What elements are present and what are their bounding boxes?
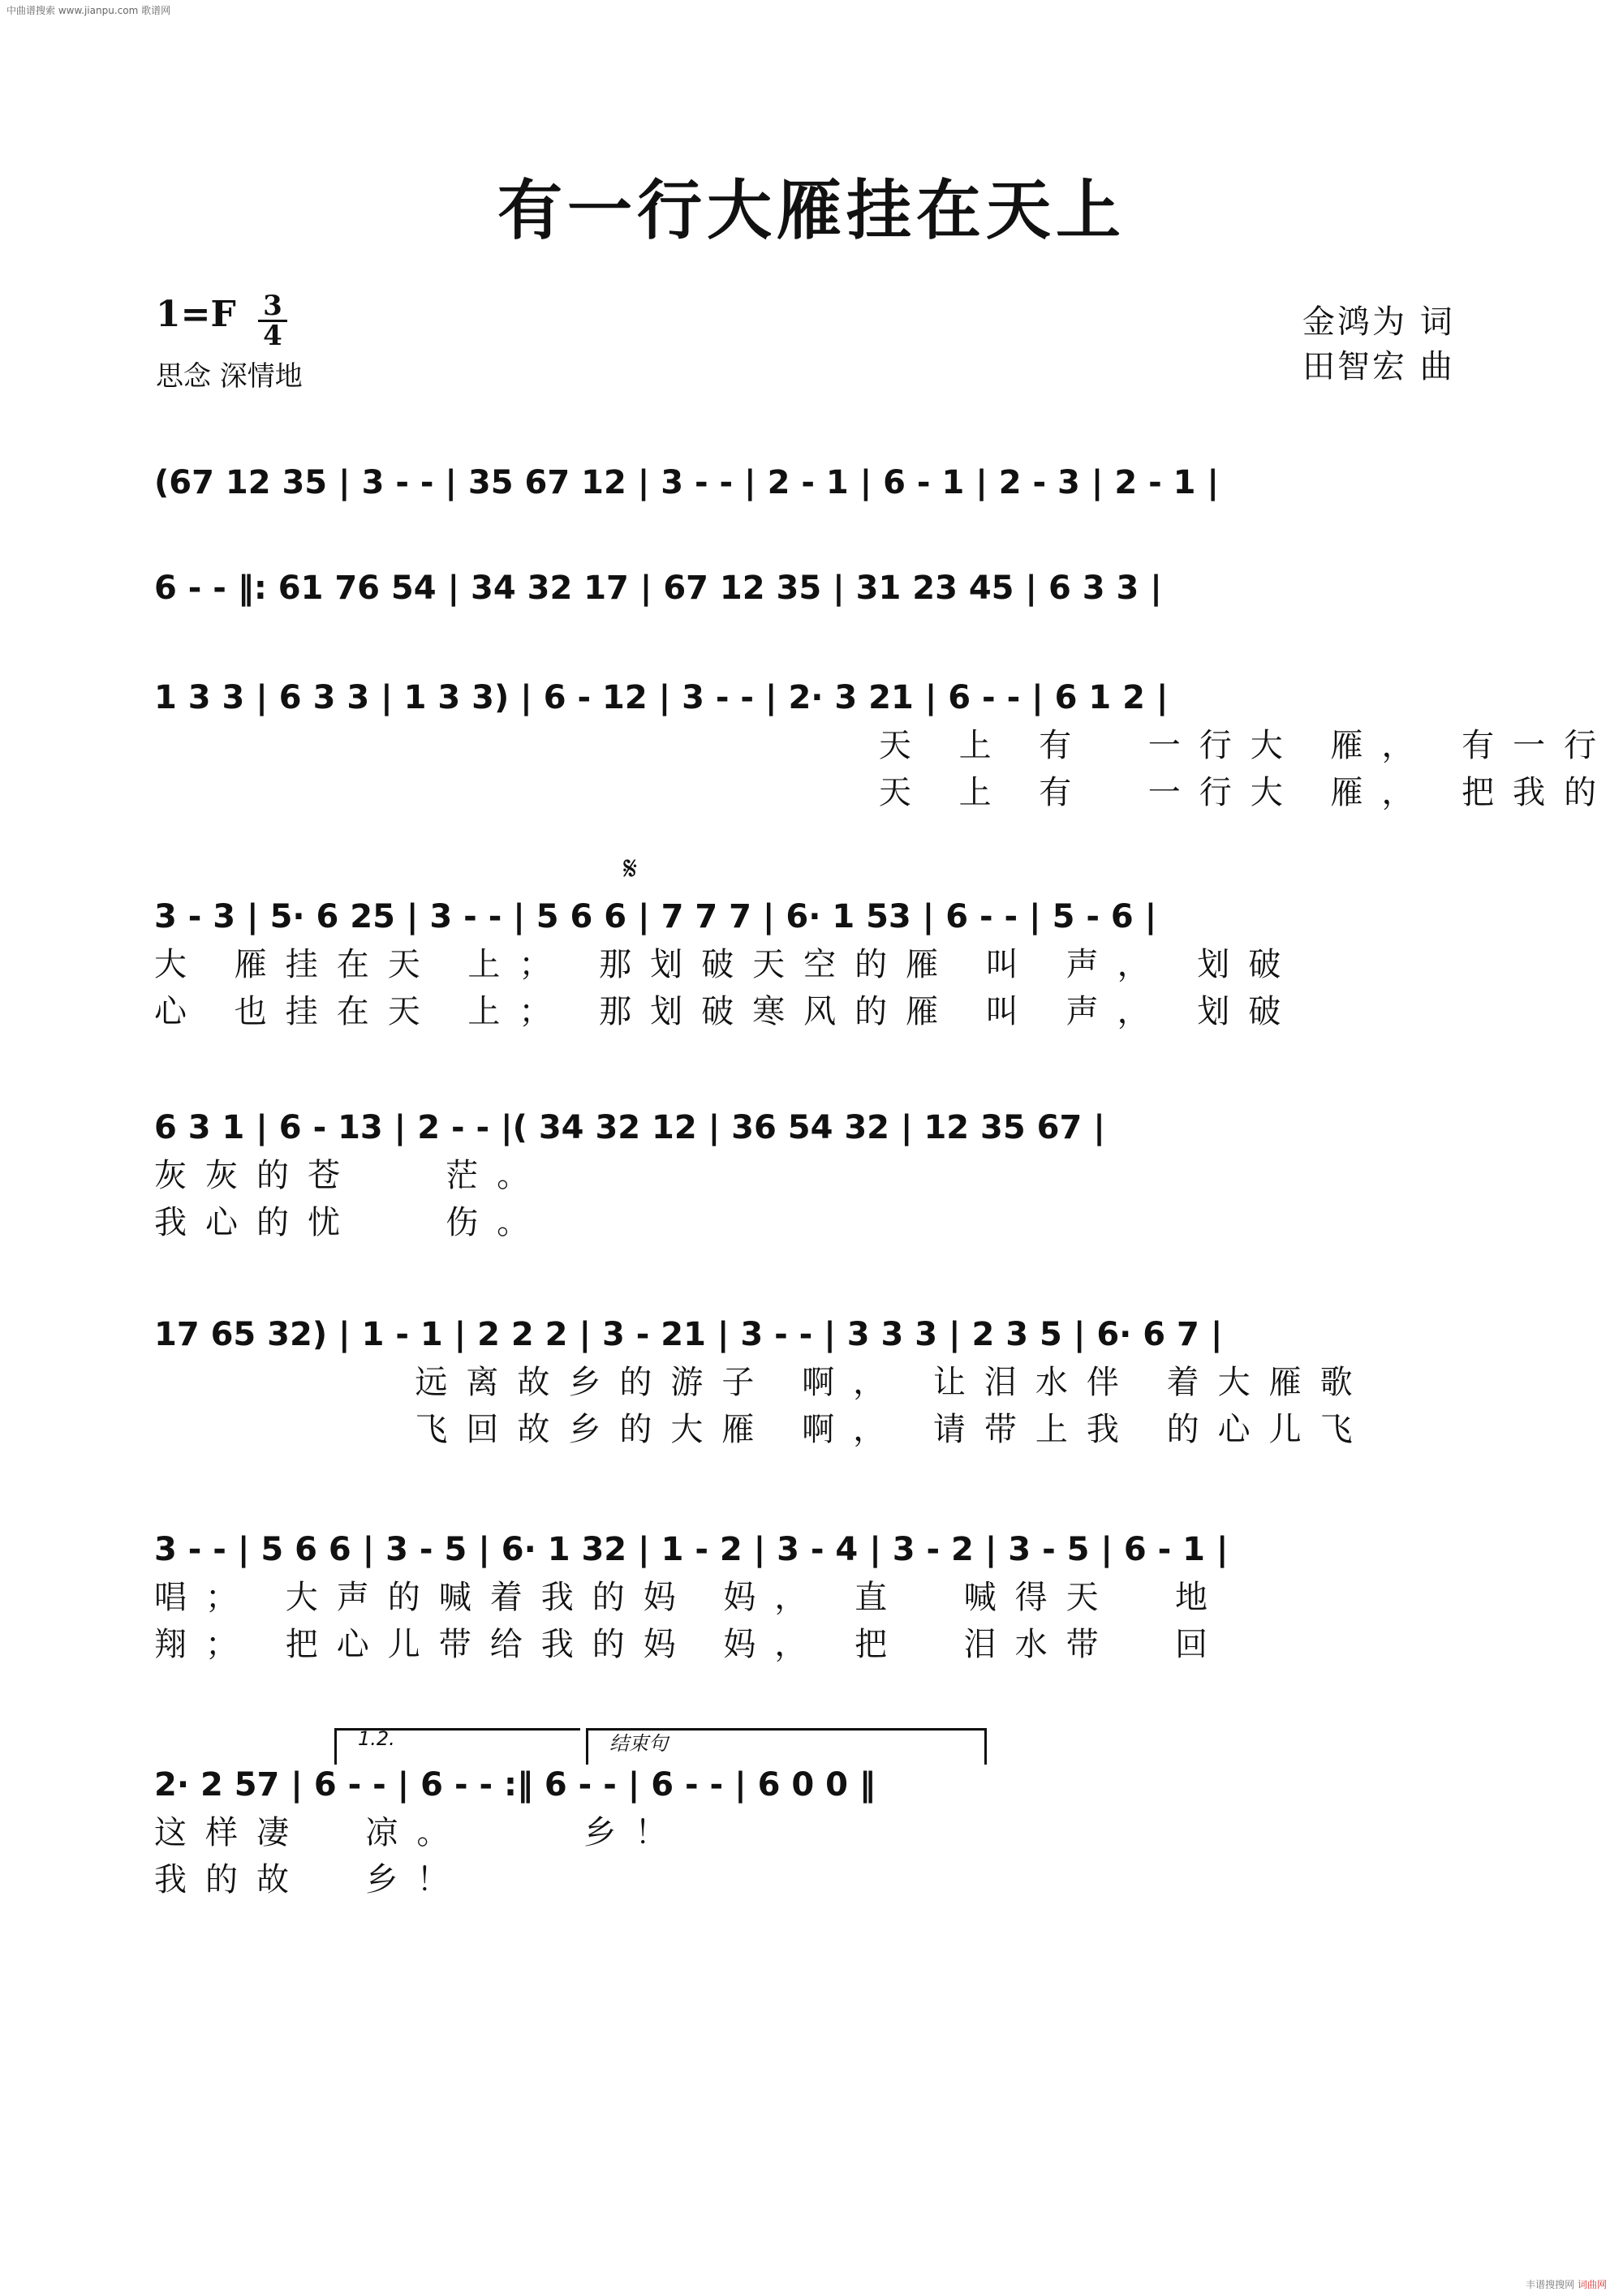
first-ending-label: 1.2. <box>358 1727 395 1750</box>
lyrics-verse-1: 天 上 有 一行大 雁， 有一行 <box>154 727 1616 764</box>
source-header: 中曲谱搜索 www.jianpu.com 歌谱网 <box>6 5 171 16</box>
notes-line: 3 - - | 5 6 6 | 3 - 5 | 6· 1 32 | 1 - 2 | 3 - 4 | 3 - 2 | 3 - 5 | 6 - 1 | <box>154 1531 1229 1568</box>
tempo-marking: 思念 深情地 <box>156 360 303 393</box>
key-signature: 1=F <box>156 294 236 335</box>
notes-line: 17 65 32) | 1 - 1 | 2 2 2 | 3 - 21 | 3 - - | 3 3 3 | 2 3 5 | 6· 6 7 | <box>154 1316 1223 1353</box>
time-signature <box>258 292 287 350</box>
notes-line: 6 - - ‖: 61 76 54 | 34 32 17 | 67 12 35 | 31 23 45 | 6 3 3 | <box>154 570 1162 607</box>
lyrics-verse-2: 翔； 把心儿带给我的妈 妈， 把 泪水带 回 <box>154 1626 1227 1663</box>
lyrics-verse-1: 远离故乡的游子 啊， 让泪水伴 着大雁歌 <box>154 1364 1371 1401</box>
lyricist-credit: 金鸿为 词 <box>1302 303 1455 341</box>
score-system-6 <box>154 1310 1485 1453</box>
lyrics-verse-2: 心 也挂在天 上； 那划破寒风的雁 叫 声， 划破 <box>154 993 1300 1030</box>
ending-bracket <box>586 1728 987 1765</box>
lyrics-verse-1: 大 雁挂在天 上； 那划破天空的雁 叫 声， 划破 <box>154 946 1300 983</box>
notes-line: 1 3 3 | 6 3 3 | 1 3 3) | 6 - 12 | 3 - - | 2· 3 21 | 6 - - | 6 1 2 | <box>154 679 1169 716</box>
segno-sign: 𝄋 <box>623 850 638 888</box>
lyrics-verse-1: 唱； 大声的喊着我的妈 妈， 直 喊得天 地 <box>154 1579 1227 1616</box>
lyrics-verse-1: 这样凄 凉。 乡！ <box>154 1814 687 1851</box>
notes-line: 3 - 3 | 5· 6 25 | 3 - - | 5 6 6 | 7 7 7 | 6· 1 53 | 6 - - | 5 - 6 | <box>154 898 1157 935</box>
footer-brand: 词曲网 <box>1577 2279 1607 2290</box>
first-ending-bracket <box>334 1728 580 1765</box>
lyrics-verse-2: 天 上 有 一行大 雁， 把我的 <box>154 774 1616 811</box>
score-system-3 <box>154 673 1616 816</box>
lyrics-verse-2: 飞回故乡的大雁 啊， 请带上我 的心儿飞 <box>154 1411 1371 1448</box>
score-system-7 <box>154 1525 1485 1668</box>
lyrics-verse-2: 我的故 乡！ <box>154 1861 468 1898</box>
score-system-1 <box>154 458 1485 507</box>
footer-watermark <box>1526 2277 1607 2291</box>
notes-line: 2· 2 57 | 6 - - | 6 - - :‖ 6 - - | 6 - - | 6 0 0 ‖ <box>154 1766 876 1804</box>
lyrics-verse-1: 灰灰的苍 茫。 <box>154 1157 549 1194</box>
score-system-8 <box>154 1761 1485 1903</box>
composer-credit: 田智宏 曲 <box>1302 348 1455 385</box>
score-system-4 <box>154 892 1485 1035</box>
notes-line: (67 12 35 | 3 - - | 35 67 12 | 3 - - | 2 - 1 | 6 - 1 | 2 - 3 | 2 - 1 | <box>154 464 1219 501</box>
time-signature-bottom: 4 <box>258 320 287 350</box>
ending-label: 结束句 <box>609 1732 668 1755</box>
score-system-5 <box>154 1103 1485 1246</box>
song-title: 有一行大雁挂在天上 <box>497 172 1126 248</box>
notes-line: 6 3 1 | 6 - 13 | 2 - - |( 34 32 12 | 36 54 32 | 12 35 67 | <box>154 1109 1105 1146</box>
lyrics-verse-2: 我心的忧 伤。 <box>154 1204 549 1241</box>
time-signature-top: 3 <box>263 290 282 322</box>
footer-text: 丰谱搜搜网 <box>1526 2279 1575 2290</box>
score-system-2 <box>154 564 1485 613</box>
